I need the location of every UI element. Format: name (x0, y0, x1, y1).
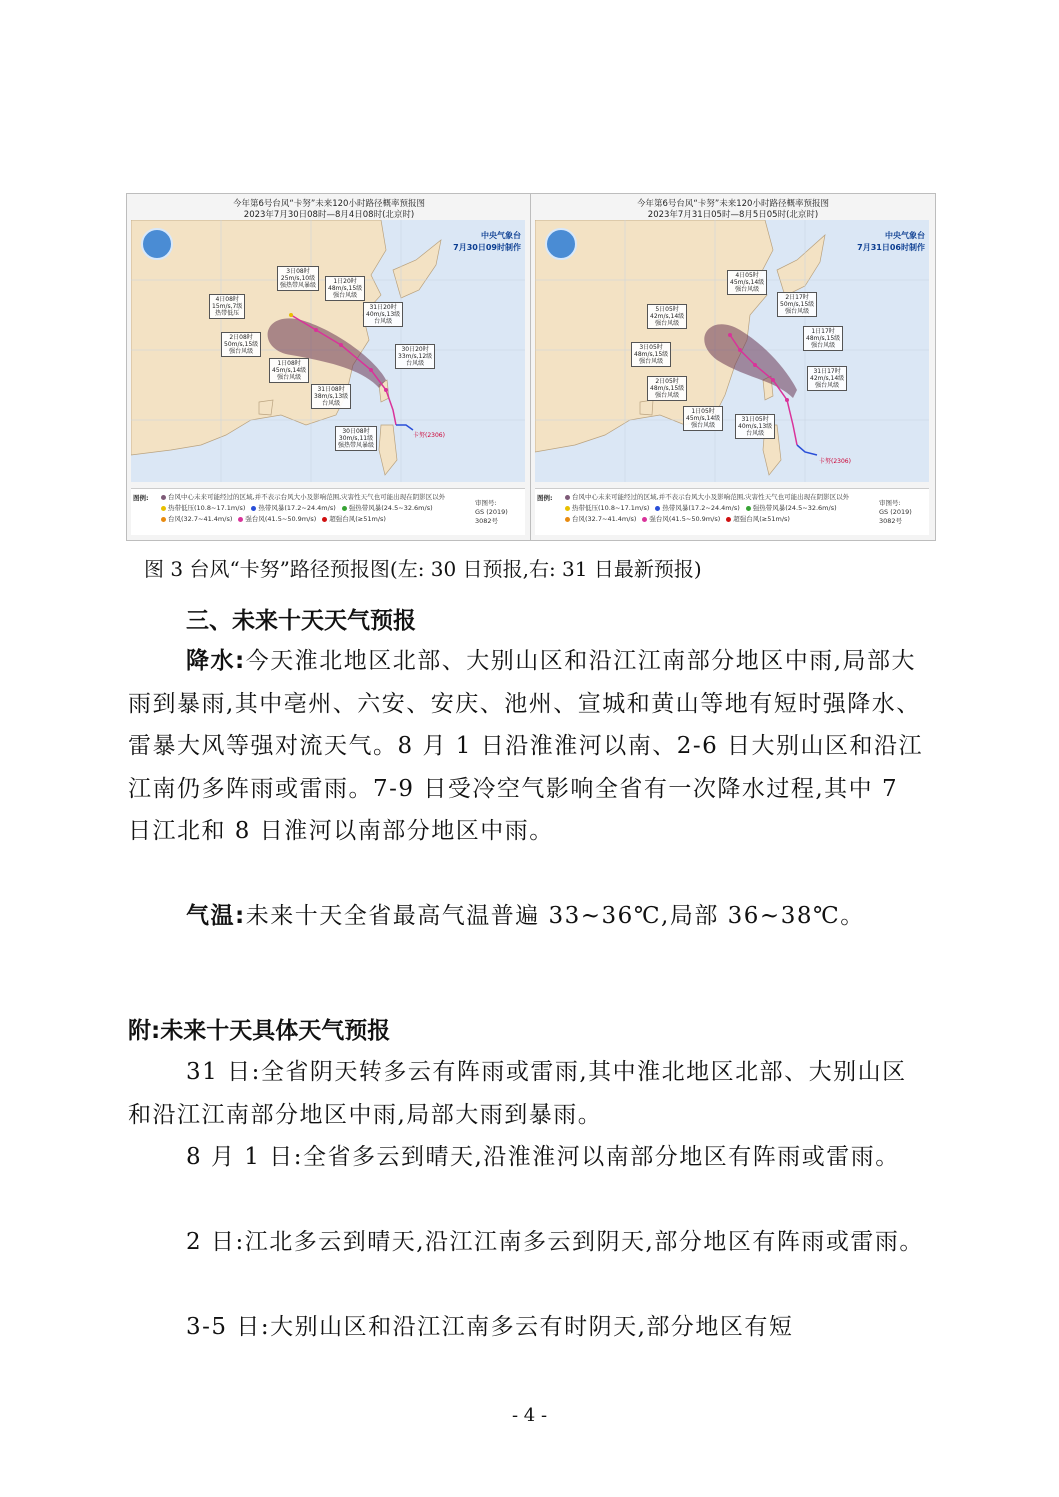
agency-name: 中央气象台 (885, 231, 925, 240)
temperature-paragraph (128, 895, 928, 938)
cma-logo-icon (141, 228, 173, 260)
section-heading: 三、未来十天天气预报 (186, 608, 416, 634)
track-label: 1日20时 48m/s,15级 强台风级 (325, 276, 365, 301)
temp-text: 未来十天全省最高气温普遍 33~36℃,局部 36~38℃。 (245, 903, 865, 929)
precip-label: 降水: (186, 648, 246, 674)
daily-forecast: 31 日:全省阴天转多云有阵雨或雷雨,其中淮北地区北部、大别山区和沿江江南部分地区中雨,局部大雨到暴雨。 (128, 1059, 907, 1128)
appendix-heading: 附:未来十天具体天气预报 (128, 1018, 391, 1044)
typhoon-forecast-map-left (126, 193, 532, 541)
map-graphic (535, 220, 929, 482)
daily-forecast: 3-5 日:大别山区和沿江江南多云有时阴天,部分地区有短 (186, 1314, 794, 1340)
made-time: 7月30日09时制作 (453, 243, 521, 252)
track-label: 30日08时 30m/s,11级 强热带风暴级 (335, 426, 377, 451)
daily-forecast: 2 日:江北多云到晴天,沿江江南多云到阴天,部分地区有阵雨或雷雨。 (186, 1229, 924, 1255)
map-legend: 图例: 台风中心未来可能经过的区域,并不表示台风大小及影响范围,灾害性天气也可能出现在阴影区以外 热带低压(10.8~17.1m/s) 热带风暴(17.2~24.4m/s) 强热带风暴(24.5~32.6m/s) 台风(32.7~41.4m/s) 强台风(41.5~50.9m/s) 超强台风(≥51m/s) 审图号: GS (2019) 3082号 (131, 488, 525, 535)
track-label: 30日20时 33m/s,12级 台风级 (395, 344, 435, 369)
track-label: 2日17时 50m/s,15级 强台风级 (777, 292, 817, 317)
track-label: 31日17时 42m/s,14级 强台风级 (807, 366, 847, 391)
figure-caption: 图 3 台风“卡努”路径预报图(左: 30 日预报,右: 31 日最新预报) (144, 557, 702, 581)
track-label: 4日08时 15m/s,7级 热带低压 (209, 294, 245, 319)
track-label: 31日05时 40m/s,13级 台风级 (735, 414, 775, 439)
track-label: 1日05时 45m/s,14级 强台风级 (683, 406, 723, 431)
typhoon-name-label: 卡努(2306) (413, 432, 445, 439)
precipitation-paragraph (128, 640, 928, 853)
map-legend: 图例: 台风中心未来可能经过的区域,并不表示台风大小及影响范围,灾害性天气也可能出现在阴影区以外 热带低压(10.8~17.1m/s) 热带风暴(17.2~24.4m/s) 强热带风暴(24.5~32.6m/s) 台风(32.7~41.4m/s) 强台风(41.5~50.9m/s) 超强台风(≥51m/s) 审图号: GS (2019) 3082号 (535, 488, 929, 535)
typhoon-name-label: 卡努(2306) (819, 458, 851, 465)
page-number: - 4 - (511, 1405, 548, 1426)
daily-forecast: 8 月 1 日:全省多云到晴天,沿淮淮河以南部分地区有阵雨或雷雨。 (186, 1144, 900, 1170)
track-label: 4日05时 45m/s,14级 强台风级 (727, 270, 767, 295)
map-title: 今年第6号台风“卡努”未来120小时路径概率预报图 (637, 199, 829, 209)
cma-logo-icon (545, 228, 577, 260)
track-label: 3日05时 48m/s,15级 强台风级 (631, 342, 671, 367)
track-label: 1日17时 48m/s,15级 强台风级 (803, 326, 843, 351)
track-label: 2日05时 48m/s,15级 强台风级 (647, 376, 687, 401)
typhoon-forecast-map-right (530, 193, 936, 541)
map-title: 今年第6号台风“卡努”未来120小时路径概率预报图 (233, 199, 425, 209)
track-label: 3日08时 25m/s,10级 强热带风暴级 (277, 266, 319, 291)
track-label: 31日08时 38m/s,13级 台风级 (311, 384, 351, 409)
track-label: 1日08时 45m/s,14级 强台风级 (269, 358, 309, 383)
track-label: 2日08时 50m/s,15级 强台风级 (221, 332, 261, 357)
map-graphic (131, 220, 525, 482)
made-time: 7月31日06时制作 (857, 243, 925, 252)
temp-label: 气温: (186, 903, 246, 929)
agency-name: 中央气象台 (481, 231, 521, 240)
map-subtitle: 2023年7月30日08时—8月4日08时(北京时) (243, 210, 415, 220)
precip-text: 今天淮北地区北部、大别山区和沿江江南部分地区中雨,局部大雨到暴雨,其中亳州、六安、安庆、池州、宣城和黄山等地有短时强降水、雷暴大风等强对流天气。8 月 1 日沿淮淮河以南、2-6 日大别山区和沿江江南仍多阵雨或雷雨。7-9 日受冷空气影响全省有一次降水过程,其中 7 日江北和 8 日淮河以南部分地区中雨。 (128, 648, 924, 844)
track-label: 5日05时 42m/s,14级 强台风级 (647, 304, 687, 329)
track-label: 31日20时 40m/s,13级 台风级 (363, 302, 403, 327)
map-subtitle: 2023年7月31日05时—8月5日05时(北京时) (647, 210, 819, 220)
